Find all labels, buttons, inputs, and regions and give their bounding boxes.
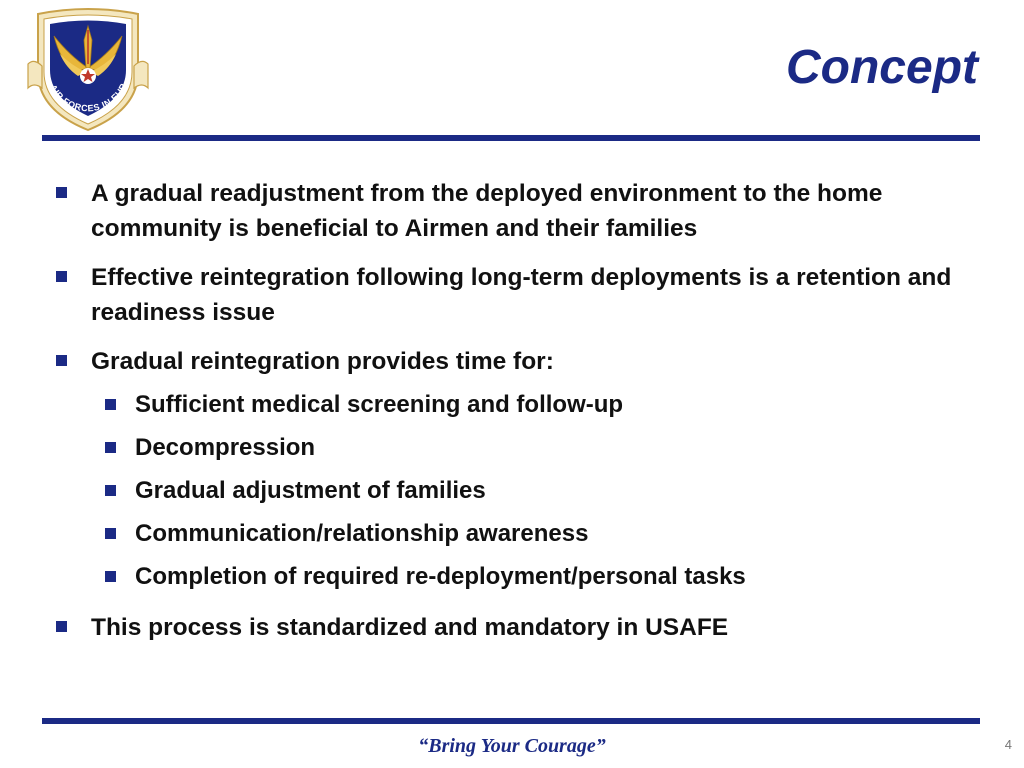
bullet-item <box>54 260 954 330</box>
slide-title: Concept <box>786 41 978 94</box>
svg-text:U.S. AIR FORCES IN EUROPE: . AIR FORCES IN EUR <box>45 78 129 114</box>
sub-bullet-item: Gradual adjustment of families <box>91 469 954 512</box>
slide-content <box>54 176 954 659</box>
sub-bullet-list <box>91 383 954 598</box>
header-divider <box>42 135 980 141</box>
bullet-text: Effective reintegration following long-term deployments is a retention and readiness issue <box>91 264 952 326</box>
sub-bullet-item: Communication/relationship awareness <box>91 512 954 555</box>
sub-bullet-item: Sufficient medical screening and follow-up <box>91 383 954 426</box>
bullet-item <box>54 610 954 645</box>
sub-bullet-item: Decompression <box>91 426 954 469</box>
footer-motto: “Bring Your Courage” <box>418 735 606 757</box>
bullet-list <box>54 176 954 645</box>
footer-divider <box>42 718 980 724</box>
usafe-shield-emblem-icon <box>24 6 152 134</box>
sub-bullet-item: Completion of required re-deployment/personal tasks <box>91 555 954 598</box>
bullet-text: Gradual reintegration provides time for: <box>91 348 554 375</box>
page-number: 4 <box>1004 737 1012 752</box>
bullet-item <box>54 176 954 246</box>
bullet-text: A gradual readjustment from the deployed environment to the home community is beneficial to Airmen and their families <box>91 180 883 242</box>
bullet-item <box>54 344 954 598</box>
bullet-text: This process is standardized and mandatory in USAFE <box>91 614 729 641</box>
